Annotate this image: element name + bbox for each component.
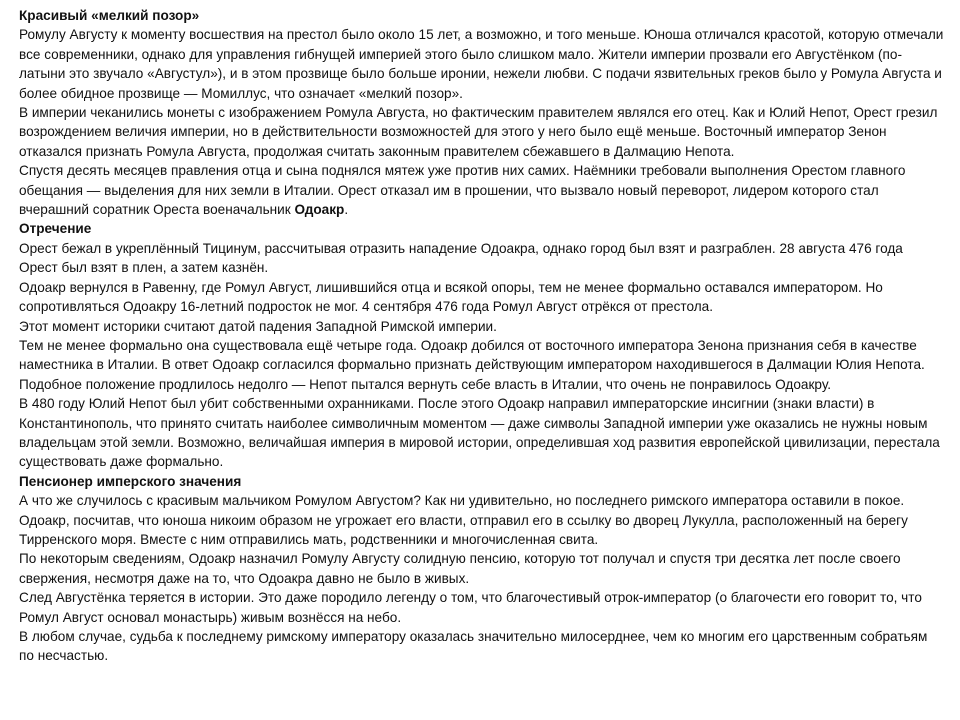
section-heading-2: Отречение: [19, 221, 92, 237]
paragraph: Этот момент историки считают датой падения Западной Римской империи.: [19, 318, 497, 334]
bold-name-odoacer: Одоакр: [294, 202, 345, 218]
paragraph: Ромулу Августу к моменту восшествия на престол было около 15 лет, а возможно, и того меньше. Юноша отличался красотой, которую отмечали все современники, однако для управления гибнущей империей этого было слишком мало. Жители империи прозвали его Августёнком (по-латыни это звучало «Августул»), и в этом прозвище было больше иронии, нежели любви. С подачи язвительных греков было у Ромула Августа и более обидное прозвище — Момиллус, что означает «мелкий позор».: [19, 27, 944, 101]
paragraph: [19, 161, 944, 219]
paragraph: Тем не менее формально она существовала ещё четыре года. Одоакр добился от восточного императора Зенона признания себя в качестве наместника в Италии. В ответ Одоакр согласился формально признать действующим императором находившегося в Далмации Юлия Непота.: [19, 337, 925, 373]
paragraph: По некоторым сведениям, Одоакр назначил Ромулу Августу солидную пенсию, которую тот получал и спустя три десятка лет после своего свержения, несмотря даже на то, что Одоакра давно не было в живых.: [19, 551, 901, 586]
section-heading-1: Красивый «мелкий позор»: [19, 8, 200, 23]
paragraph: В империи чеканились монеты с изображением Ромула Августа, но фактическим правителем являлся его отец. Как и Юлий Непот, Орест грезил возрождением величия империи, но в действительности возможностей для этого у него было ещё меньше. Восточный император Зенон отказался признать Ромула Августа, продолжая считать законным правителем сбежавшего в Далмацию Непота.: [19, 105, 938, 159]
document-body: [19, 6, 944, 666]
paragraph: След Августёнка теряется в истории. Это даже породило легенду о том, что благочестивый отрок-император (о благочести его говорит то, что Ромул Август основал монастырь) живым вознёсся на небо.: [19, 590, 922, 625]
paragraph: В 480 году Юлий Непот был убит собственными охранниками. После этого Одоакр направил императорские инсигнии (знаки власти) в Константинополь, что принято считать наиболее символичным моментом — даже символы Западной империи уже оказались не нужны новым владельцам этой земли. Возможно, величайшая империя в мировой истории, определившая ход развития европейской цивилизации, перестала существовать даже формально.: [19, 396, 940, 470]
paragraph-text: Спустя десять месяцев правления отца и сына поднялся мятеж уже против них самих. Наёмники требовали выполнения Орестом главного обещания — выделения для них земли в Италии. Орест отказал им в прошении, что вызвало новый переворот, лидером которого стал вчерашний соратник Ореста военачальник: [19, 163, 906, 218]
paragraph: Орест бежал в укреплённый Тицинум, рассчитывая отразить нападение Одоакра, однако город был взят и разграблен. 28 августа 476 года Орест был взят в плен, а затем казнён.: [19, 240, 903, 276]
paragraph-text-end: .: [344, 202, 349, 218]
paragraph: Одоакр вернулся в Равенну, где Ромул Август, лишившийся отца и всякой опоры, тем не менее формально оставался императором. Но сопротивляться Одоакру 16-летний подросток не мог. 4 сентября 476 года Ромул Август отрёкся от престола.: [19, 279, 883, 315]
paragraph: Подобное положение продлилось недолго — Непот пытался вернуть себе власть в Италии, что очень не понравилось Одоакру.: [19, 376, 832, 392]
section-heading-3: Пенсионер имперского значения: [19, 473, 242, 489]
paragraph: А что же случилось с красивым мальчиком Ромулом Августом? Как ни удивительно, но последнего римского императора оставили в покое. Одоакр, посчитав, что юноша никоим образом не угрожает его власти, отправил его в ссылку во дворец Лукулла, расположенный на берегу Тирренского моря. Вместе с ним отправились мать, родственники и многочисленная свита.: [19, 493, 908, 547]
paragraph: В любом случае, судьба к последнему римскому императору оказалась значительно милосерднее, чем ко многим его царственным собратьям по несчастью.: [19, 629, 928, 664]
